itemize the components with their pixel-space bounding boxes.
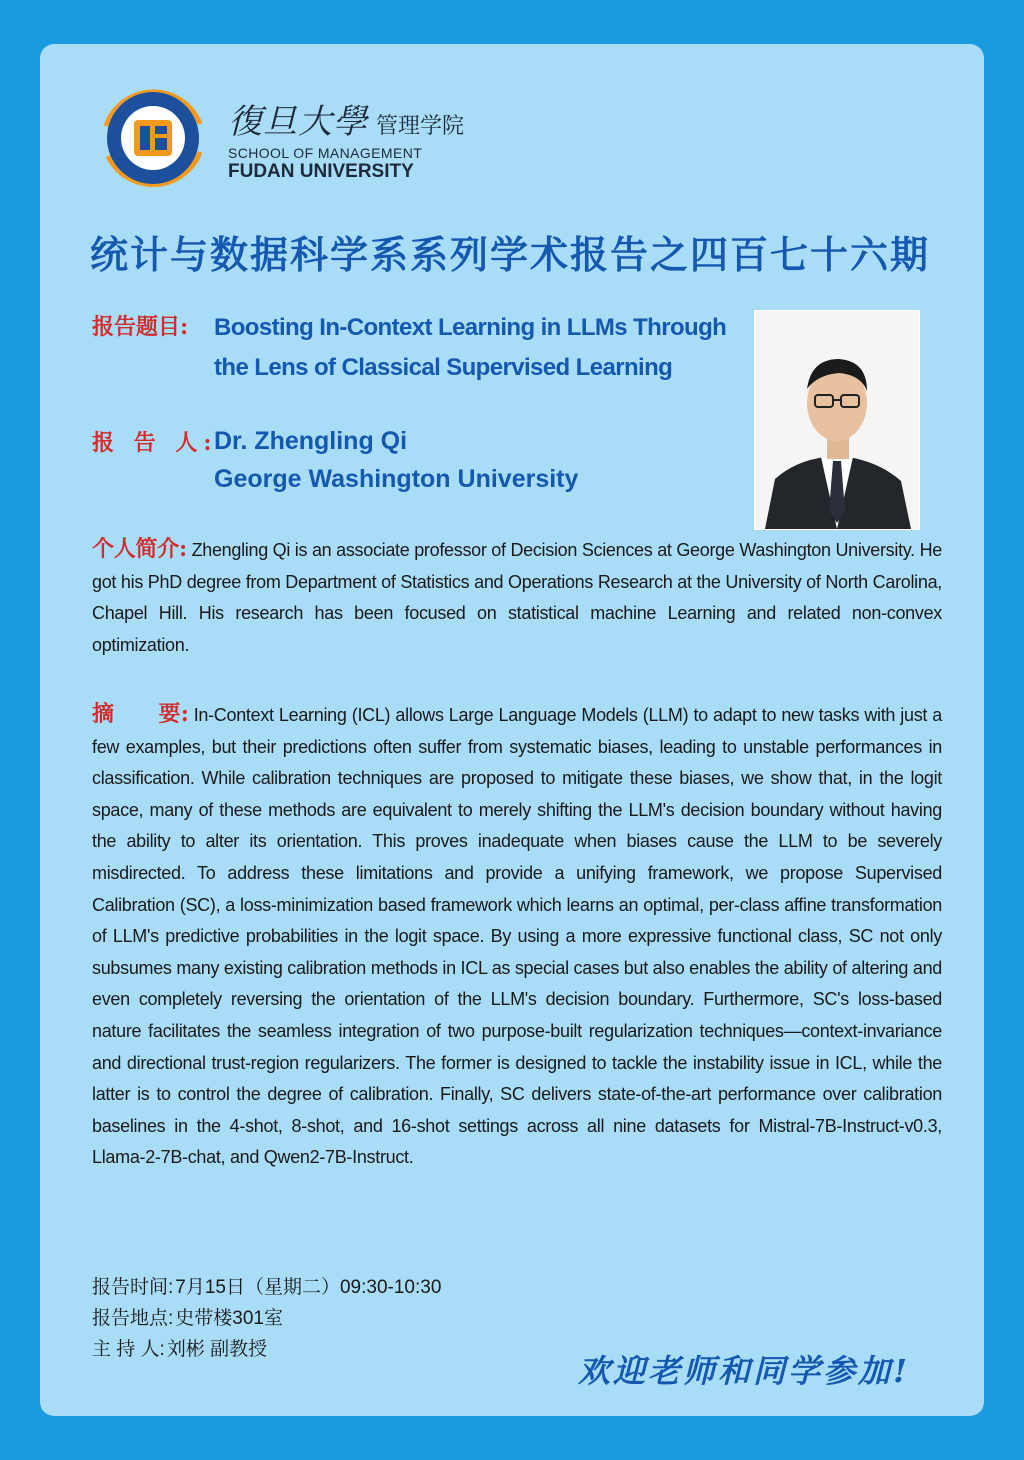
event-time-row — [92, 1272, 443, 1303]
event-time-value: 7月15日（星期二）09:30-10:30 — [175, 1277, 442, 1298]
poster-card — [40, 44, 984, 1416]
bio-label: 个人简介: — [92, 536, 187, 562]
topic-title — [214, 308, 754, 388]
speaker-name: Dr. Zhengling Qi — [214, 427, 408, 455]
speaker-block — [214, 422, 578, 498]
bio-paragraph — [92, 534, 942, 661]
brand-en-school: SCHOOL OF MANAGEMENT — [228, 145, 423, 161]
event-host-label: 主 持 人: — [92, 1339, 165, 1360]
abstract-label: 摘 要: — [92, 701, 189, 727]
brand-cn-university: 復旦大學 — [228, 102, 368, 142]
event-place-value: 史带楼301室 — [175, 1308, 283, 1329]
topic-line-1: Boosting In-Context Learning in LLMs Through — [214, 314, 727, 341]
brand-en-university: FUDAN UNIVERSITY — [228, 161, 414, 182]
abstract-paragraph — [92, 699, 942, 1174]
bio-text: Zhengling Qi is an associate professor of Decision Sciences at George Washington University. He got his PhD degree from Department of Statistics and Operations Research at the University of North Carolina, Chapel Hill. His research has been focused on statistical machine Learning and related non-convex optimization. — [92, 540, 943, 655]
topic-line-2: the Lens of Classical Supervised Learning — [214, 354, 673, 381]
event-host-row — [92, 1334, 443, 1365]
page-title: 统计与数据科学系系列学术报告之四百七十六期 — [90, 235, 931, 277]
event-time-label: 报告时间: — [92, 1277, 174, 1298]
brand-cn-school: 管理学院 — [376, 113, 465, 138]
event-info — [92, 1272, 443, 1365]
abstract-text: In-Context Learning (ICL) allows Large Language Models (LLM) to adapt to new tasks with just a few examples, but their predictions often suffer from systematic biases, leading to unstable performances in classification. While calibration techniques are proposed to mitigate these biases, we show that, in the logit space, many of these methods are equivalent to merely shifting the LLM's decision boundary without having the ability to alter its orientation. This proves inadequate when biases cause the LLM to be severely misdirected. To address these limitations and provide a unifying framework, we propose Supervised Calibration (SC), a loss-minimization based framework which learns an optimal, per-class affine transformation of LLM's predictive probabilities in the logit space. By using a more expressive functional class, SC not only subsumes many existing calibration methods in ICL as special cases but also enables the ability of altering and even completely reversing the orientation of the LLM's decision boundary. Furthermore, SC's loss-based nature facilitates the seamless integration of two purpose-built regularization techniques—context-invariance and directional trust-region regularizers. The former is designed to tackle the instability issue in ICL, while the latter is to control the degree of calibration. Finally, SC delivers state-of-the-art performance over calibration baselines in the 4-shot, 8-shot, and 16-shot settings across all nine datasets for Mistral-7B-Instruct-v0.3, Llama-2-7B-chat, and Qwen2-7B-Instruct. — [92, 705, 943, 1168]
speaker-affiliation: George Washington University — [214, 465, 579, 493]
speaker-photo — [754, 310, 920, 530]
event-place-row — [92, 1303, 443, 1334]
welcome-message: 欢迎老师和同学参加! — [578, 1352, 911, 1390]
event-place-label: 报告地点: — [92, 1308, 174, 1329]
brand-block — [228, 94, 464, 183]
fudan-management-logo — [88, 86, 218, 190]
speaker-label: 报 告 人: — [92, 430, 218, 456]
event-host-value: 刘彬 副教授 — [166, 1339, 268, 1360]
topic-label: 报告题目: — [92, 314, 189, 340]
